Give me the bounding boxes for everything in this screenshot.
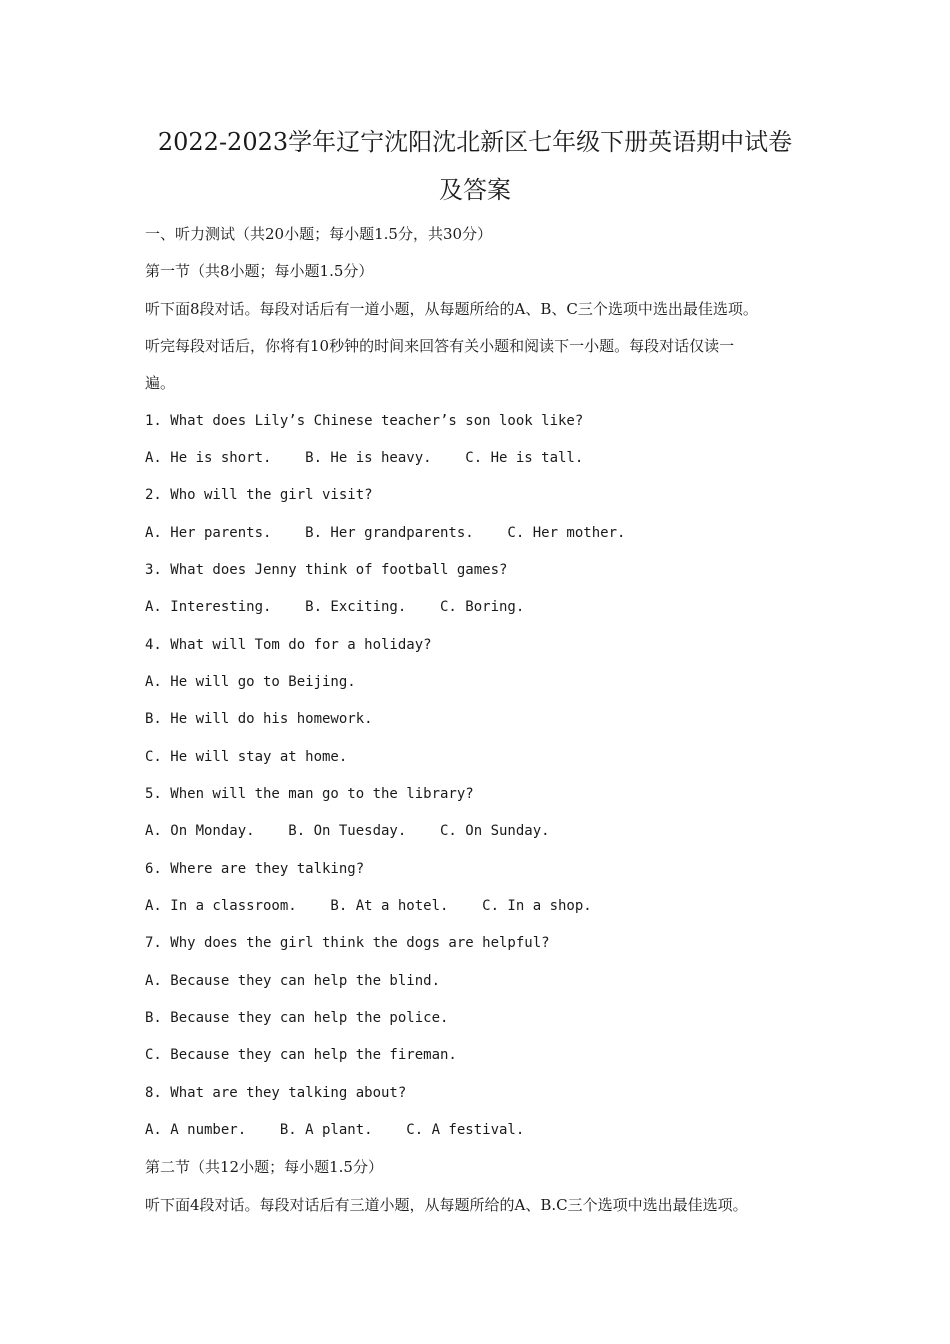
question-4: 4. What will Tom do for a holiday? (145, 637, 432, 653)
question-1-options: A. He is short. B. He is heavy. C. He is tall. (145, 450, 584, 466)
exam-title-line-1: 2022-2023学年辽宁沈阳沈北新区七年级下册英语期中试卷 (157, 128, 793, 156)
instruction-line: 听下面8段对话。每段对话后有一道小题，从每题所给的A、B、C三个选项中选出最佳选项。 (145, 300, 758, 318)
question-5-options: A. On Monday. B. On Tuesday. C. On Sunday. (145, 823, 550, 839)
question-6-options: A. In a classroom. B. At a hotel. C. In a shop. (145, 898, 592, 914)
question-4-option-c: C. He will stay at home. (145, 749, 348, 765)
question-1: 1. What does Lily’s Chinese teacher’s son look like? (145, 413, 584, 429)
question-3-options: A. Interesting. B. Exciting. C. Boring. (145, 599, 525, 615)
question-4-option-a: A. He will go to Beijing. (145, 674, 356, 690)
question-2-options: A. Her parents. B. Her grandparents. C. Her mother. (145, 525, 626, 541)
question-4-option-b: B. He will do his homework. (145, 711, 373, 727)
question-8: 8. What are they talking about? (145, 1085, 407, 1101)
question-7-option-a: A. Because they can help the blind. (145, 973, 441, 989)
question-7-option-c: C. Because they can help the fireman. (145, 1047, 457, 1063)
part-heading: 第二节（共12小题；每小题1.5分） (145, 1158, 383, 1176)
section-heading: 一、听力测试（共20小题；每小题1.5分，共30分） (145, 225, 493, 243)
question-7-option-b: B. Because they can help the police. (145, 1010, 449, 1026)
instruction-line: 遍。 (145, 374, 176, 392)
question-8-options: A. A number. B. A plant. C. A festival. (145, 1122, 525, 1138)
instruction-line: 听完每段对话后，你将有10秒钟的时间来回答有关小题和阅读下一小题。每段对话仅读一 (145, 337, 735, 355)
question-5: 5. When will the man go to the library? (145, 786, 474, 802)
question-3: 3. What does Jenny think of football games? (145, 562, 508, 578)
question-7: 7. Why does the girl think the dogs are helpful? (145, 935, 550, 951)
instruction-line: 听下面4段对话。每段对话后有三道小题，从每题所给的A、B.C三个选项中选出最佳选项。 (145, 1196, 748, 1214)
question-6: 6. Where are they talking? (145, 861, 365, 877)
question-2: 2. Who will the girl visit? (145, 487, 373, 503)
exam-title-line-2: 及答案 (439, 176, 511, 204)
part-heading: 第一节（共8小题；每小题1.5分） (145, 262, 374, 280)
